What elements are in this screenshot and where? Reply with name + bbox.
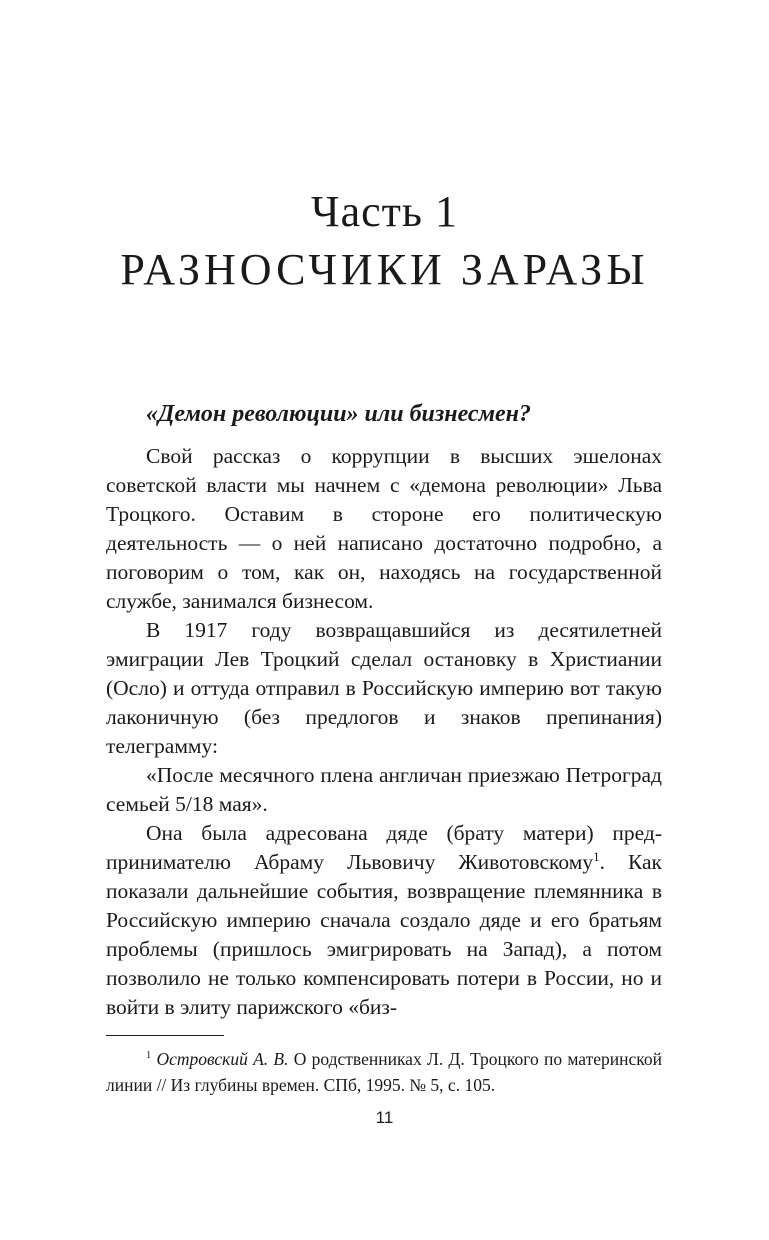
body-text — [106, 442, 662, 1022]
paragraph — [106, 819, 662, 1022]
footnote — [106, 1046, 662, 1098]
footnote-reference[interactable]: 1 — [593, 849, 600, 864]
footnote-divider — [106, 1035, 224, 1036]
part-title: РАЗНОСЧИКИ ЗАРАЗЫ — [120, 245, 649, 294]
section-heading: «Демон революции» или бизнесмен? — [146, 401, 531, 427]
paragraph-text: . Как показали дальнейшие события, возвращение племянника в Российскую империю сначала создало дяде и его братьям проблемы (пришлось эмигрировать на Запад), а потом позволило не только компенсировать потери в России, но и войти в элиту парижского «биз- — [106, 850, 662, 1019]
footnote-text: О родственниках Л. Д. Троцкого по материнской линии // Из глубины времен. СПб, 1995. № 5, с. 105. — [106, 1049, 662, 1095]
paragraph: В 1917 году возвращавшийся из десятилетней эмиграции Лев Троцкий сделал остановку в Христиании (Осло) и оттуда отправил в Российскую империю вот такую лаконичную (без предлогов и знаков препинания) телеграмму: — [106, 618, 662, 758]
footnote-marker: 1 — [146, 1050, 152, 1062]
footnote-author: Островский А. В. — [156, 1049, 289, 1069]
paragraph: «После месячного плена англичан приезжаю Петроград семьей 5/18 мая». — [106, 763, 662, 816]
part-number: Часть 1 — [311, 187, 458, 236]
paragraph: Свой рассказ о коррупции в высших эшелонах советской власти мы начнем с «демона революции» Льва Троцкого. Оставим в стороне его политическую деятельность — о ней написано достаточно подробно, а поговорим о том, как он, находясь на государственной службе, занимался бизнесом. — [106, 444, 662, 613]
page-number: 11 — [375, 1108, 394, 1127]
paragraph-text: Она была адресована дяде (брату матери) предпринимателю Абраму Львовичу Животовскому — [106, 821, 662, 874]
